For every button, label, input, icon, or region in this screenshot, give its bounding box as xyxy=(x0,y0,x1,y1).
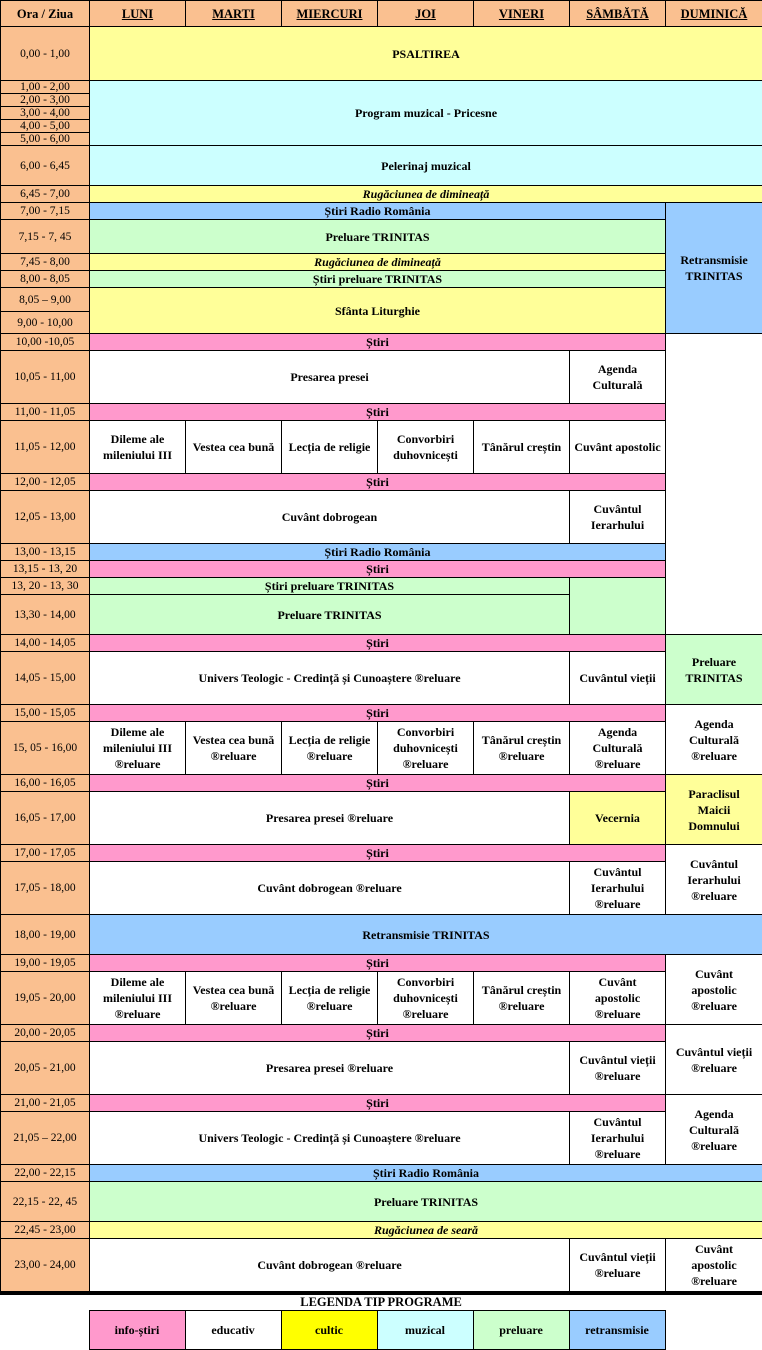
program-lectia-reluare xyxy=(282,722,378,775)
program-preluare-trinitas: Preluare TRINITAS xyxy=(90,595,570,635)
program-preluare-trinitas: Preluare TRINITAS xyxy=(90,1182,762,1222)
label-line: Dileme ale xyxy=(92,724,183,740)
program-stiri: Știri xyxy=(90,474,666,491)
hour-cell: 3,00 - 4,00 xyxy=(1,107,90,120)
legend-item-cultic: cultic xyxy=(281,1311,377,1350)
label-line: Lecția de religie xyxy=(284,982,375,998)
hour-cell: 8,05 – 9,00 xyxy=(1,288,90,312)
label-line: Agenda xyxy=(572,361,663,377)
program-stiri: Știri xyxy=(90,955,666,972)
program-preluare-sambata xyxy=(570,578,666,635)
program-presarea-reluare: Presarea presei ®reluare xyxy=(90,792,570,845)
hour-cell: 15, 05 - 16,00 xyxy=(1,722,90,775)
label-line: Cuvântul vieții xyxy=(572,1249,663,1265)
program-dileme-reluare xyxy=(90,722,186,775)
label-line: ®reluare xyxy=(572,1006,663,1022)
hour-cell: 22,45 - 23,00 xyxy=(1,1222,90,1239)
hour-cell: 2,00 - 3,00 xyxy=(1,94,90,107)
program-agenda-reluare xyxy=(570,722,666,775)
program-stiri: Știri xyxy=(90,561,666,578)
hour-cell: 19,05 - 20,00 xyxy=(1,972,90,1025)
program-univers-teologic: Univers Teologic - Credință și Cunoaștere ®reluare xyxy=(90,1112,570,1165)
program-stiri-preluare: Știri preluare TRINITAS xyxy=(90,271,666,288)
label-line: Convorbiri xyxy=(380,974,471,990)
label-line: ®reluare xyxy=(668,1060,760,1076)
label-line: Vestea cea bună xyxy=(188,982,279,998)
hour-cell: 16,05 - 17,00 xyxy=(1,792,90,845)
program-stiri-radio-romania: Știri Radio România xyxy=(90,203,666,220)
label-line: ®reluare xyxy=(668,1273,760,1289)
program-retransmisie-duminica xyxy=(666,203,762,334)
program-agenda-culturala xyxy=(570,351,666,404)
program-stiri: Știri xyxy=(90,334,666,351)
label-line: apostolic xyxy=(668,982,760,998)
program-stiri-radio-romania: Știri Radio România xyxy=(90,1165,762,1182)
hour-cell: 13,30 - 14,00 xyxy=(1,595,90,635)
label-line: mileniului III xyxy=(92,990,183,1006)
label-line: duhovnicești xyxy=(380,447,471,463)
hour-cell: 12,00 - 12,05 xyxy=(1,474,90,491)
hour-cell: 11,00 - 11,05 xyxy=(1,404,90,421)
program-pelerinaj: Pelerinaj muzical xyxy=(90,146,762,186)
label-line: ®reluare xyxy=(380,1006,471,1022)
label-line: ®reluare xyxy=(572,1146,663,1162)
hour-cell: 14,05 - 15,00 xyxy=(1,652,90,705)
program-cuvantul-ierarhului xyxy=(570,491,666,544)
legend-item-educativ: educativ xyxy=(185,1311,281,1350)
program-cuvant-dobrogean: Cuvânt dobrogean xyxy=(90,491,570,544)
label-line: ®reluare xyxy=(92,1006,183,1022)
program-retransmisie-trinitas: Retransmisie TRINITAS xyxy=(90,915,762,955)
program-tanarul-reluare xyxy=(474,722,570,775)
hour-cell: 10,00 -10,05 xyxy=(1,334,90,351)
day-header-duminica: DUMINICĂ xyxy=(666,1,762,27)
label-line: Cuvântul xyxy=(572,864,663,880)
hour-cell: 1,00 - 2,00 xyxy=(1,81,90,94)
label-line: duhovnicești xyxy=(380,990,471,1006)
label-line: Cuvântul xyxy=(572,1114,663,1130)
label-line: TRINITAS xyxy=(668,670,760,686)
program-presarea-reluare: Presarea presei ®reluare xyxy=(90,1042,570,1095)
label-line: ®reluare xyxy=(92,756,183,772)
program-stiri-preluare: Știri preluare TRINITAS xyxy=(90,578,570,595)
label-line: Domnului xyxy=(668,818,760,834)
program-univers-teologic: Univers Teologic - Credință și Cunoaștere ®reluare xyxy=(90,652,570,705)
label-line: ®reluare xyxy=(476,998,567,1014)
hour-cell: 6,00 - 6,45 xyxy=(1,146,90,186)
program-rugaciune-dimineata: Rugăciunea de dimineață xyxy=(90,254,666,271)
program-tanarul-reluare xyxy=(474,972,570,1025)
program-lectia-de-religie: Lecția de religie xyxy=(282,421,378,474)
program-rugaciune-dimineata: Rugăciunea de dimineață xyxy=(90,186,762,203)
program-pricesne: Program muzical - Pricesne xyxy=(90,81,762,146)
label-line: ®reluare xyxy=(668,998,760,1014)
label-line: mileniului III xyxy=(92,447,183,463)
legend xyxy=(0,1292,762,1350)
program-convorbiri xyxy=(378,421,474,474)
program-stiri: Știri xyxy=(90,1025,666,1042)
program-preluare-trinitas: Preluare TRINITAS xyxy=(90,220,666,254)
program-psaltirea: PSALTIREA xyxy=(90,27,762,81)
label-line: Ierarhului xyxy=(668,872,760,888)
label-line: ®reluare xyxy=(188,998,279,1014)
program-stiri: Știri xyxy=(90,775,666,792)
label-line: ®reluare xyxy=(380,756,471,772)
label-line: ®reluare xyxy=(572,756,663,772)
label-line: ®reluare xyxy=(668,888,760,904)
program-stiri: Știri xyxy=(90,705,666,722)
hour-cell: 5,00 - 6,00 xyxy=(1,133,90,146)
label-line: Agenda xyxy=(668,716,760,732)
hour-header: Ora / Ziua xyxy=(1,1,90,27)
legend-spacer xyxy=(665,1311,762,1350)
program-cuvant-apostolic-reluare xyxy=(666,1239,762,1292)
label-line: Culturală xyxy=(572,740,663,756)
hour-cell: 17,00 - 17,05 xyxy=(1,845,90,862)
program-dileme-reluare xyxy=(90,972,186,1025)
legend-item-retransmisie: retransmisie xyxy=(569,1311,665,1350)
label-line: Dileme ale xyxy=(92,974,183,990)
hour-cell: 22,00 - 22,15 xyxy=(1,1165,90,1182)
label-line: apostolic xyxy=(572,990,663,1006)
hour-cell: 8,00 - 8,05 xyxy=(1,271,90,288)
label-line: Culturală xyxy=(572,377,663,393)
label-line: Cuvântul xyxy=(668,856,760,872)
hour-cell: 7,45 - 8,00 xyxy=(1,254,90,271)
label-line: Tânărul creștin xyxy=(476,982,567,998)
hour-cell: 7,15 - 7, 45 xyxy=(1,220,90,254)
legend-spacer xyxy=(0,1311,89,1350)
program-cuvantul-vietii: Cuvântul vieții xyxy=(570,652,666,705)
label-line: ®reluare xyxy=(284,748,375,764)
label-line: Cuvânt xyxy=(572,974,663,990)
hour-cell: 0,00 - 1,00 xyxy=(1,27,90,81)
label-line: duhovnicești xyxy=(380,740,471,756)
program-presarea-presei: Presarea presei xyxy=(90,351,570,404)
hour-cell: 20,00 - 20,05 xyxy=(1,1025,90,1042)
label-line: ®reluare xyxy=(476,748,567,764)
program-dileme xyxy=(90,421,186,474)
program-cuvantul-ierarhului-reluare xyxy=(570,1112,666,1165)
label-line: ®reluare xyxy=(572,1265,663,1281)
legend-item-preluare: preluare xyxy=(473,1311,569,1350)
hour-cell: 21,05 – 22,00 xyxy=(1,1112,90,1165)
program-cuvantul-ierarhului-reluare xyxy=(570,862,666,915)
program-preluare-duminica xyxy=(666,635,762,705)
label-line: mileniului III xyxy=(92,740,183,756)
hour-cell: 22,15 - 22, 45 xyxy=(1,1182,90,1222)
program-cuvantul-vietii-duminica xyxy=(666,1025,762,1095)
program-convorbiri-reluare xyxy=(378,972,474,1025)
label-line: Cuvânt xyxy=(668,1241,760,1257)
legend-item-muzical: muzical xyxy=(377,1311,473,1350)
hour-cell: 16,00 - 16,05 xyxy=(1,775,90,792)
label-line: Convorbiri xyxy=(380,724,471,740)
hour-cell: 20,05 - 21,00 xyxy=(1,1042,90,1095)
label-line: ®reluare xyxy=(572,1068,663,1084)
header-row xyxy=(1,1,762,27)
label-line: Cuvântul xyxy=(572,501,663,517)
legend-item-info-stiri: info-știri xyxy=(89,1311,185,1350)
hour-cell: 13, 20 - 13, 30 xyxy=(1,578,90,595)
label-line: Ierarhului xyxy=(572,880,663,896)
program-vestea-reluare xyxy=(186,722,282,775)
label-line: Ierarhului xyxy=(572,517,663,533)
program-stiri: Știri xyxy=(90,1095,666,1112)
label-line: Maicii xyxy=(668,802,760,818)
program-cuvantul-vietii-reluare xyxy=(570,1042,666,1095)
label-line: ®reluare xyxy=(668,748,760,764)
program-agenda-culturala-reluare xyxy=(666,705,762,775)
label-line: ®reluare xyxy=(668,1138,760,1154)
hour-cell: 13,15 - 13, 20 xyxy=(1,561,90,578)
day-header-sambata: SÂMBĂTĂ xyxy=(570,1,666,27)
program-vestea-cea-buna: Vestea cea bună xyxy=(186,421,282,474)
label-line: ®reluare xyxy=(572,896,663,912)
program-agenda-culturala-duminica xyxy=(666,1095,762,1165)
day-header-joi: JOI xyxy=(378,1,474,27)
program-cuvant-apostolic-duminica xyxy=(666,955,762,1025)
program-sfanta-liturghie: Sfânta Liturghie xyxy=(90,288,666,334)
hour-cell: 7,00 - 7,15 xyxy=(1,203,90,220)
hour-cell: 14,00 - 14,05 xyxy=(1,635,90,652)
hour-cell: 18,00 - 19,00 xyxy=(1,915,90,955)
program-vestea-reluare xyxy=(186,972,282,1025)
label-line: Lecția de religie xyxy=(284,732,375,748)
label-line: Culturală xyxy=(668,732,760,748)
day-header-miercuri: MIERCURI xyxy=(282,1,378,27)
label-line: Preluare xyxy=(668,654,760,670)
hour-cell: 12,05 - 13,00 xyxy=(1,491,90,544)
program-cuvant-dobrogean-reluare: Cuvânt dobrogean ®reluare xyxy=(90,862,570,915)
program-stiri: Știri xyxy=(90,404,666,421)
label-line: ®reluare xyxy=(284,998,375,1014)
hour-cell: 4,00 - 5,00 xyxy=(1,120,90,133)
label-line: ®reluare xyxy=(188,748,279,764)
label-line: Retransmisie xyxy=(668,252,760,268)
legend-title: LEGENDA TIP PROGRAME xyxy=(0,1294,762,1311)
hour-cell: 23,00 - 24,00 xyxy=(1,1239,90,1292)
hour-cell: 21,00 - 21,05 xyxy=(1,1095,90,1112)
program-paraclisul xyxy=(666,775,762,845)
label-line: Vestea cea bună xyxy=(188,732,279,748)
label-line: Paraclisul xyxy=(668,786,760,802)
label-line: Culturală xyxy=(668,1122,760,1138)
hour-cell: 9,00 - 10,00 xyxy=(1,312,90,334)
program-convorbiri-reluare xyxy=(378,722,474,775)
hour-cell: 10,05 - 11,00 xyxy=(1,351,90,404)
program-cuvantul-ierarhului-duminica xyxy=(666,845,762,915)
program-stiri: Știri xyxy=(90,635,666,652)
label-line: Cuvânt xyxy=(668,966,760,982)
label-line: Convorbiri xyxy=(380,431,471,447)
label-line: apostolic xyxy=(668,1257,760,1273)
hour-cell: 13,00 - 13,15 xyxy=(1,544,90,561)
label-line: Dileme ale xyxy=(92,431,183,447)
hour-cell: 15,00 - 15,05 xyxy=(1,705,90,722)
program-tanarul-crestin: Tânărul creștin xyxy=(474,421,570,474)
label-line: TRINITAS xyxy=(668,268,760,284)
day-header-vineri: VINERI xyxy=(474,1,570,27)
program-cuvant-dobrogean-reluare: Cuvânt dobrogean ®reluare xyxy=(90,1239,570,1292)
program-cuvant-apostolic-reluare xyxy=(570,972,666,1025)
day-header-marti: MARTI xyxy=(186,1,282,27)
hour-cell: 19,00 - 19,05 xyxy=(1,955,90,972)
label-line: Cuvântul vieții xyxy=(668,1044,760,1060)
day-header-luni: LUNI xyxy=(90,1,186,27)
hour-cell: 17,05 - 18,00 xyxy=(1,862,90,915)
label-line: Agenda xyxy=(668,1106,760,1122)
label-line: Tânărul creștin xyxy=(476,732,567,748)
hour-cell: 11,05 - 12,00 xyxy=(1,421,90,474)
program-cuvant-apostolic: Cuvânt apostolic xyxy=(570,421,666,474)
program-stiri-radio-romania: Știri Radio România xyxy=(90,544,666,561)
label-line: Agenda xyxy=(572,724,663,740)
program-cuvantul-vietii-reluare xyxy=(570,1239,666,1292)
program-stiri: Știri xyxy=(90,845,666,862)
label-line: Cuvântul vieții xyxy=(572,1052,663,1068)
label-line: Ierarhului xyxy=(572,1130,663,1146)
hour-cell: 6,45 - 7,00 xyxy=(1,186,90,203)
program-lectia-reluare xyxy=(282,972,378,1025)
program-vecernia: Vecernia xyxy=(570,792,666,845)
program-rugaciune-seara: Rugăciunea de seară xyxy=(90,1222,762,1239)
